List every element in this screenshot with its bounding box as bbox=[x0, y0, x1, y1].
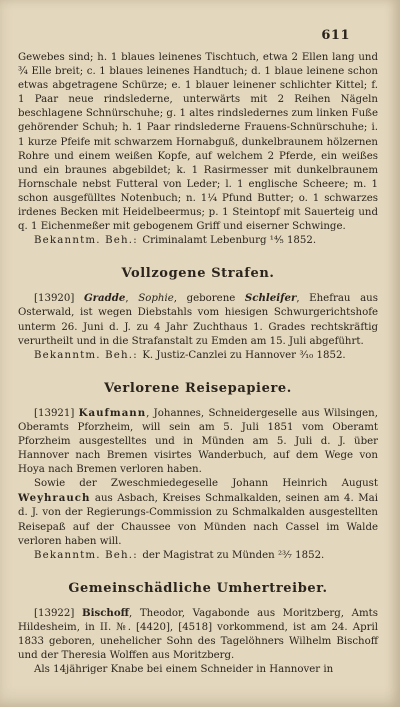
entry-text: Sowie der Zweschmiedegeselle Johann Heinrich August bbox=[34, 478, 378, 490]
section-umhertreiber bbox=[18, 581, 378, 677]
source-authority: Criminalamt Lebenburg bbox=[142, 235, 267, 247]
page-number: 611 bbox=[321, 28, 350, 43]
source-date: ¹⁴⁄₅ 1852. bbox=[269, 235, 317, 247]
section-heading: Gemeinschädliche Umhertreiber. bbox=[68, 580, 328, 596]
person-birthname: Schleifer bbox=[244, 292, 297, 305]
entry-number: [13921] bbox=[34, 407, 75, 419]
source-prefix: Bekanntm. Beh.: bbox=[34, 235, 143, 247]
entry-paragraph-2: Als 14jähriger Knabe bei einem Schneider in Hannover in bbox=[34, 664, 334, 676]
entry-paragraph bbox=[18, 291, 378, 348]
entry-number: [13922] bbox=[34, 607, 75, 619]
entry-source bbox=[34, 549, 378, 563]
source-date: ³⁄₁₀ 1852. bbox=[299, 349, 346, 361]
person-name: Kaufmann bbox=[78, 406, 147, 419]
source-prefix: Bekanntm. Beh.: bbox=[34, 349, 143, 361]
intro-block bbox=[18, 51, 378, 248]
source-authority: K. Justiz-Canzlei zu Hannover bbox=[142, 349, 297, 361]
section-vollzogene-strafen bbox=[18, 266, 378, 362]
entry-text: , bbox=[125, 293, 139, 305]
entry-number: [13920] bbox=[34, 293, 75, 305]
entry-paragraph bbox=[18, 406, 378, 477]
person-firstname: Sophie bbox=[138, 293, 174, 305]
entry-text: , Johannes, Schneidergeselle aus Wilsingen, Oberamts Pforzheim, will sein am 5. Juli 1851 vom Oberamt Pforzheim ausgestelltes und in Münden am 5. Juli d. J. über Hannover nach Bremen visirtes Wanderbuch, auf dem Wege von Hoya nach Bremen verloren haben. bbox=[18, 407, 378, 476]
entry-source bbox=[34, 349, 378, 363]
source-authority: der Magistrat zu Münden bbox=[142, 549, 275, 561]
intro-paragraph: Gewebes sind; h. 1 blaues leinenes Tischtuch, etwa 2 Ellen lang und ¾ Elle breit; c. 1 blaues leinenes Handtuch; d. 1 blaue leinene schon etwas abgetragene Schürze; e. 1 blauer leinener schlichter Kittel; f. 1 Paar neue rindslederne, unterwärts mit 2 Reihen Nägeln beschlagene Schnürschuhe; g. 1 altes rindsledernes zum linken Fuße gehörender Schuh; h. 1 Paar rindslederne Frauens-Schnürschuhe; i. 1 kurze Pfeife mit schwarzem Hornabguß, dunkelbraunem hölzernen Rohre und einem weißen Kopfe, auf welchem 2 Pferde, ein weißes und ein braunes abgebildet; k. 1 Rasirmesser mit dunkelbraunem Hornschale nebst Futteral von Leder; l. 1 englische Scheere; m. 1 schon ausgefülltes Notenbuch; n. 1¼ Pfund Butter; o. 1 schwarzes irdenes Becken mit Heidelbeermus; p. 1 Steintopf mit Sauerteig und q. 1 Eichenmeßer mit gebogenem Griff und eiserner Schwinge. bbox=[18, 52, 378, 233]
entry-text: , Ehefrau aus Osterwald, ist wegen Diebstahls vom hiesigen Schwurgerichtshofe unterm 26. Juni d. J. zu 4 Jahr Zuchthaus 1. Grades rechtskräftig verurtheilt und in die Strafanstalt zu Emden am 15. Juli abgeführt. bbox=[18, 293, 378, 347]
section-verlorene-reisepapiere bbox=[18, 381, 378, 563]
person-name: Gradde bbox=[83, 292, 126, 305]
entry-text: , Theodor, Vagabonde aus Moritzberg, Amts Hildesheim, in II. №. [4420], [4518] vorkommend, ist am 24. April 1833 geboren, unehelicher Sohn des Tagelöhners Wilhelm Bischoff und der Theresia Wolffen aus Moritzberg. bbox=[18, 607, 379, 662]
source-date: ²³⁄₇ 1852. bbox=[277, 549, 325, 561]
section-heading: Vollzogene Strafen. bbox=[121, 266, 275, 282]
source-prefix: Bekanntm. Beh.: bbox=[34, 549, 143, 561]
entry-paragraph bbox=[18, 606, 378, 663]
entry-text: , geborene bbox=[173, 293, 245, 305]
intro-source bbox=[34, 234, 378, 248]
person-name: Bischoff bbox=[82, 606, 129, 619]
entry-paragraph-2 bbox=[18, 477, 378, 548]
person-name: Weyhrauch bbox=[18, 492, 91, 505]
section-heading: Verlorene Reisepapiere. bbox=[104, 380, 292, 396]
entry-text: aus Asbach, Kreises Schmalkalden, seinen am 4. Mai d. J. von der Regierungs-Commission zu Schmalkalden ausgestellten Reisepaß auf der Chaussee von Münden nach Cassel im Walde verloren haben will. bbox=[18, 493, 378, 547]
